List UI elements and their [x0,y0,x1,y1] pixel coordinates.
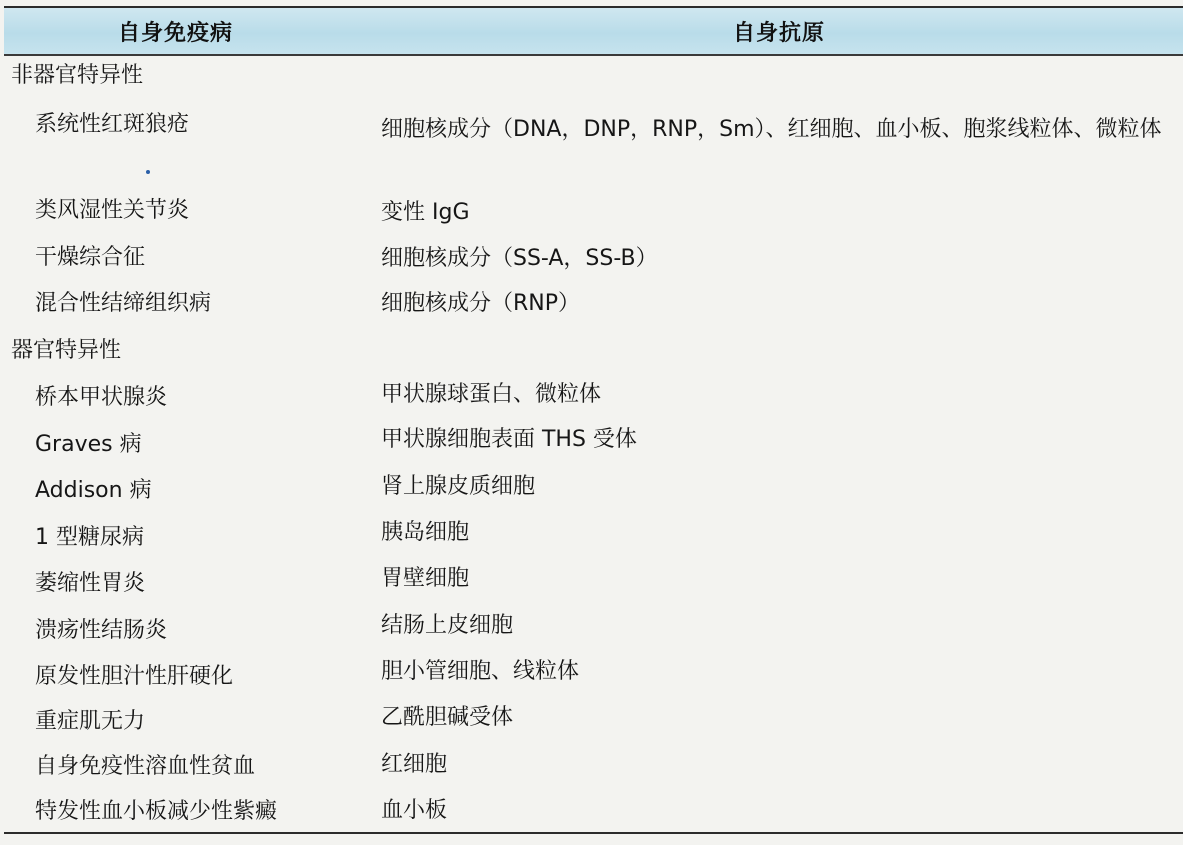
table-row-disease: 溃疡性结肠炎 [35,618,168,643]
table-row-disease: 自身免疫性溶血性贫血 [35,754,256,779]
table-row-antigen: 红细胞 [381,752,448,777]
table-row-antigen: 胃壁细胞 [381,566,470,591]
table-row-disease: 重症肌无力 [35,709,146,734]
table-row-disease: 干燥综合征 [35,245,146,270]
table-row-disease: 桥本甲状腺炎 [35,385,168,410]
table-row-disease: Graves 病 [35,432,142,457]
column-header-antigen: 自身抗原 [733,21,826,46]
table-row-disease: 混合性结缔组织病 [35,291,212,316]
table-row-disease: 萎缩性胃炎 [35,571,146,596]
column-header-disease: 自身免疫病 [118,21,234,46]
table-row-antigen: 肾上腺皮质细胞 [381,474,536,499]
table-row-disease: 类风湿性关节炎 [35,198,190,223]
category-non-organ-specific: 非器官特异性 [11,63,144,88]
table-bottom-rule [4,832,1183,834]
table-row-antigen: 胰岛细胞 [381,520,470,545]
table-row-antigen: 细胞核成分（RNP） [381,291,581,316]
table-row-antigen: 细胞核成分（SS-A，SS-B） [381,246,658,271]
table-row-disease: 原发性胆汁性肝硬化 [35,664,234,689]
table-row-antigen: 细胞核成分（DNA，DNP，RNP，Sm）、红细胞、血小板、胞浆线粒体、微粒体 [381,117,1162,142]
table-header-rule [4,54,1183,56]
table-row-antigen: 甲状腺球蛋白、微粒体 [381,382,602,407]
category-organ-specific: 器官特异性 [11,338,122,363]
table-row-antigen: 甲状腺细胞表面 THS 受体 [381,427,637,452]
table-row-disease: Addison 病 [35,478,152,503]
table-row-disease: 系统性红斑狼疮 [35,112,190,137]
ink-speck [146,170,150,174]
table-row-antigen: 胆小管细胞、线粒体 [381,659,580,684]
table-row-disease: 特发性血小板减少性紫癜 [35,799,278,824]
table-row-antigen: 乙酰胆碱受体 [381,705,514,730]
table-row-disease: 1 型糖尿病 [35,525,144,550]
table-row-antigen: 变性 IgG [381,200,470,225]
table-row-antigen: 血小板 [381,798,448,823]
table-row-antigen: 结肠上皮细胞 [381,613,514,638]
